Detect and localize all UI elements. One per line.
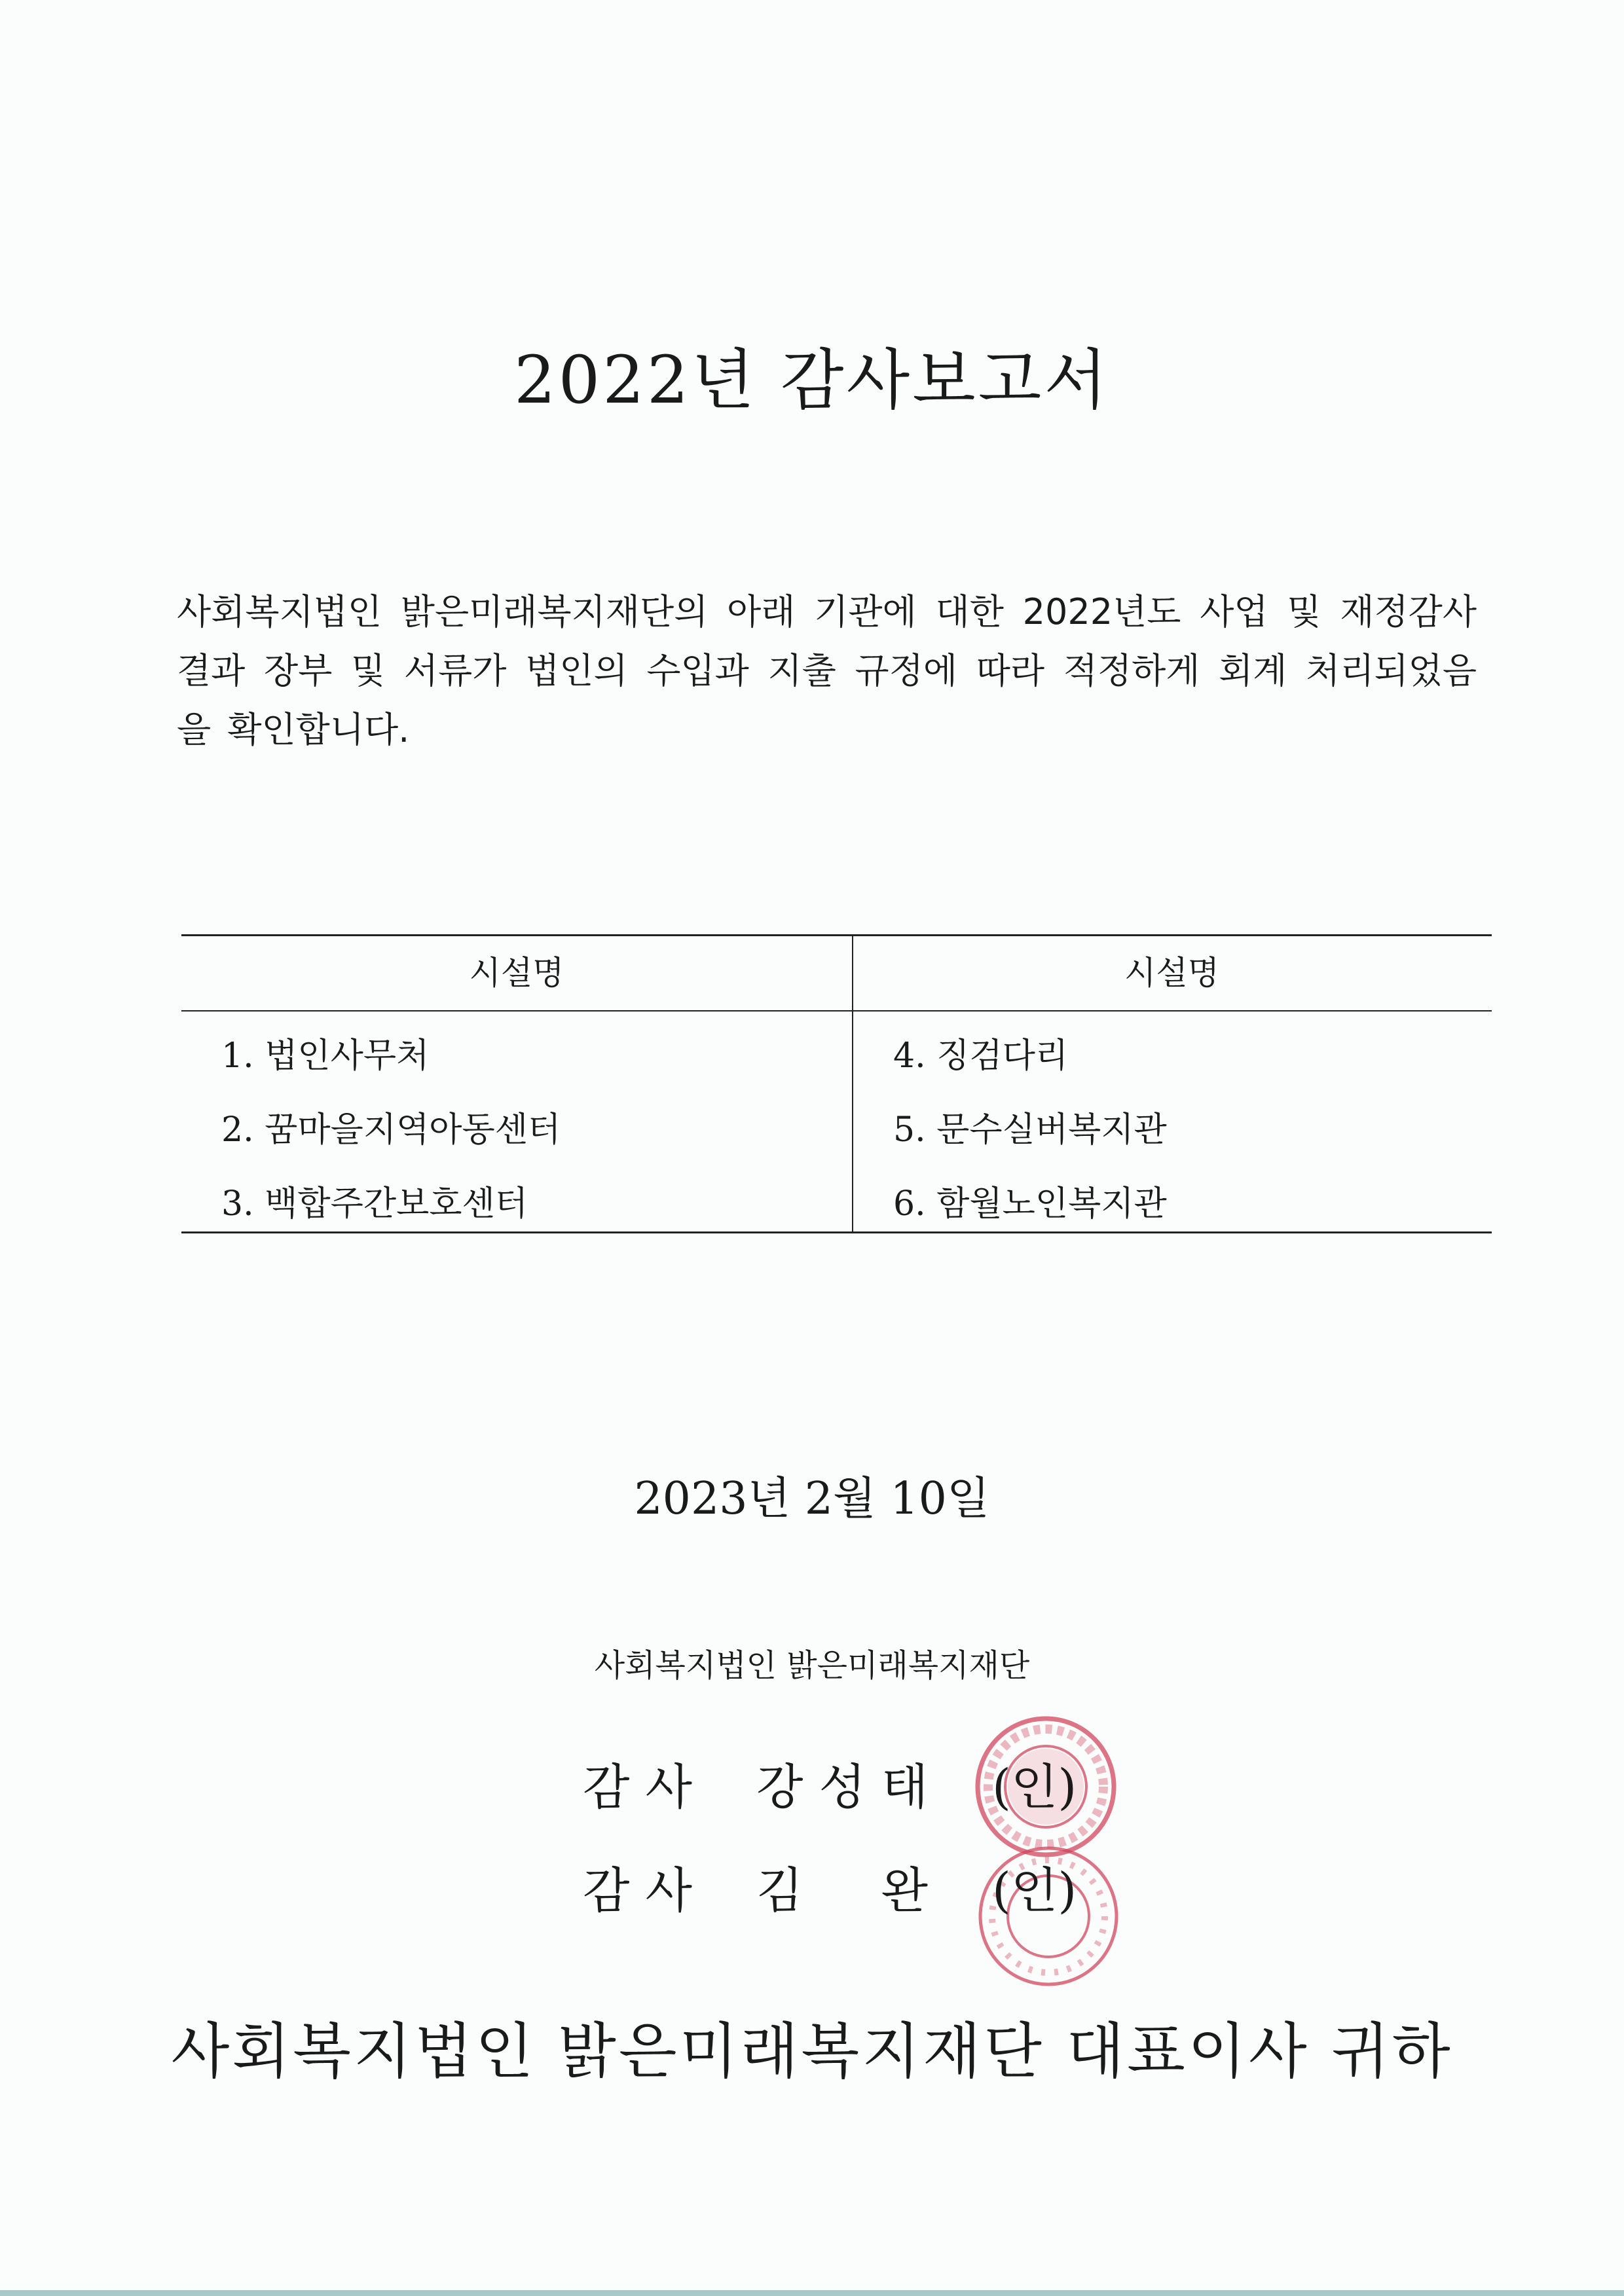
table-header-left: 시설명 bbox=[181, 936, 852, 1011]
document-title: 2022년 감사보고서 bbox=[514, 342, 1110, 418]
addressee-line: 사회복지법인 밝은미래복지재단 대표이사 귀하 bbox=[171, 2016, 1453, 2086]
table-cell: 6. 함월노인복지관 bbox=[893, 1184, 1167, 1224]
table-cell: 5. 문수실버복지관 bbox=[893, 1110, 1167, 1150]
table-divider bbox=[852, 936, 853, 1231]
facility-table bbox=[181, 934, 1492, 1233]
organization-name: 사회복지법인 밝은미래복지재단 bbox=[594, 1647, 1030, 1684]
signer-role: 감사 bbox=[583, 1863, 708, 1919]
signer-seal-mark: (인) bbox=[992, 1863, 1077, 1919]
table-cell: 4. 징검다리 bbox=[893, 1036, 1069, 1076]
audit-statement: 사회복지법인 밝은미래복지재단의 아래 기관에 대한 2022년도 사업 및 재정감사 결과 장부 및 서류가 법인의 수입과 지출 규정에 따라 적정하게 회계 처리되었음을 확인합니다. bbox=[177, 591, 1477, 750]
signer-role: 감사 bbox=[583, 1759, 708, 1815]
scan-edge bbox=[0, 2290, 1624, 2296]
signer-seal-mark: (인) bbox=[992, 1759, 1077, 1815]
table-header-right: 시설명 bbox=[852, 936, 1492, 1011]
table-cell: 2. 꿈마을지역아동센터 bbox=[221, 1110, 561, 1150]
cpa-seal-stamps bbox=[963, 1702, 1133, 2003]
table-cell: 3. 백합주간보호센터 bbox=[221, 1184, 528, 1224]
report-date: 2023년 2월 10일 bbox=[634, 1473, 990, 1525]
signer-name: 강성태 bbox=[756, 1759, 944, 1815]
signer-name: 김 완 bbox=[756, 1863, 944, 1919]
table-cell: 1. 법인사무처 bbox=[221, 1036, 430, 1076]
